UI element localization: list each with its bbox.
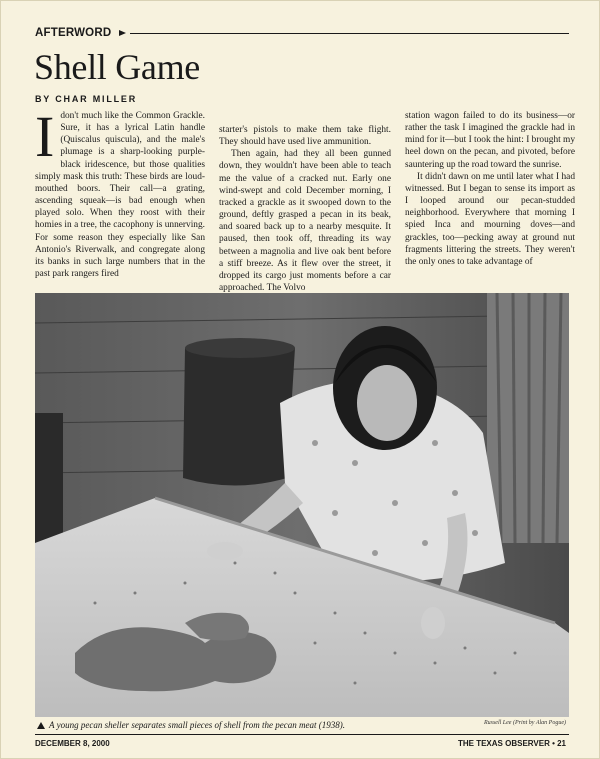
photo-illustration [35,293,569,717]
triangle-icon [37,722,45,729]
text-column-1 [35,110,205,286]
paragraph: don't much like the Common Grackle. Sure, it has a lyrical Latin handle (Quiscalus quiscula), and the male's plumage is a sharp-looking purple-black iridescence, but those qualities simply mask this truth: These birds are loud-mouthed boors. Their call—a grating, ascending squeak—is bad enough when played solo. When they roost with their homies in a tree, the cacophony is unnerving. For some reason they especially like San Antonio's Riverwalk, and congregate along its banks in such large numbers that in the past park rangers fired [35,111,205,280]
paragraph: starter's pistols to make them take flight. They should have used live ammunition. [219,125,391,148]
photo-credit: Russell Lee (Print by Alan Pogue) [483,720,566,726]
paragraph: It didn't dawn on me until later what I had witnessed. But I began to sense its import as I looped around our pecan-studded neighborhood. Everywhere that morning I spied Inca and mourning doves—and grackles, too—pecking away at ground nut fragments littering the streets. They weren't the only ones to take advantage of [405,171,575,267]
page-number: THE TEXAS OBSERVER • 21 [457,739,566,748]
article-photo [35,293,569,717]
footer-rule [35,734,569,735]
photo-caption [37,720,417,730]
section-rule [130,33,569,34]
arrow-icon [119,30,126,36]
text-column-2 [219,124,391,300]
paragraph: Then again, had they all been gunned down, they wouldn't have been able to teach me the value of a cracked nut. Early one wind-swept and cold December morning, I tracked a grackle as it swooped down to the ground, deftly grasped a pecan in its beak, and soared back up to a nearby mesquite. It paused, then took off, threading its way between a magnolia and live oak bent before a stiff breeze. As it flew over the street, it dropped its cargo just moments before a car approached. The Volvo [219,149,391,294]
article-title: Shell Game [34,47,200,87]
caption-text: A young pecan sheller separates small pieces of shell from the pecan meat (1938). [49,720,345,730]
text-column-3 [405,110,575,286]
issue-date: DECEMBER 8, 2000 [35,739,110,748]
section-label: AFTERWORD [35,27,112,39]
paragraph: station wagon failed to do its business—or rather the task I imagined the grackle had in mind for it—but I took the hint: I brought my heel down on the pecan, and pivoted, before sauntering up the road toward the sunrise. [405,111,575,170]
section-header [35,25,569,41]
drop-cap: I [35,110,55,169]
byline: BY CHAR MILLER [35,94,138,104]
